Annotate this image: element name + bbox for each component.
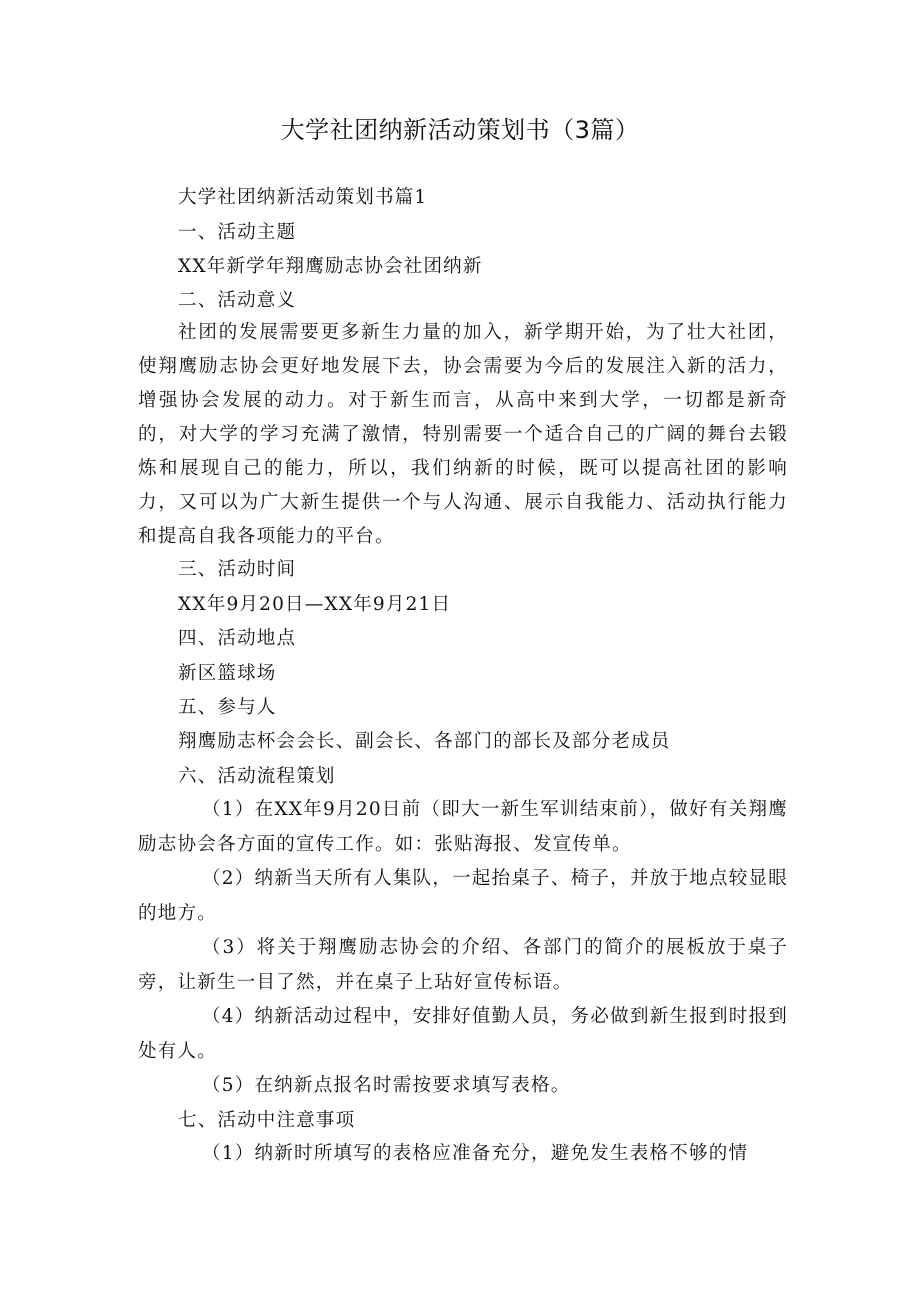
heading-time: 三、活动时间 — [178, 559, 297, 580]
time-text: XX年9月20日—XX年9月21日 — [178, 594, 452, 615]
process-step: （1）在XX年9月20日前（即大一新生军训结束前），做好有关翔鹰励志协会各方面的宣传工作。如：张贴海报、发宣传单。 — [138, 799, 788, 855]
heading-participants: 五、参与人 — [178, 697, 277, 718]
process-step: （4）纳新活动过程中，安排好值勤人员，务必做到新生报到时报到处有人。 — [138, 1006, 788, 1062]
heading-theme: 一、活动主题 — [178, 222, 297, 243]
place-text: 新区篮球场 — [178, 663, 277, 684]
participants-text: 翔鹰励志杯会会长、副会长、各部门的部长及部分老成员 — [178, 731, 671, 752]
theme-text: XX年新学年翔鹰励志协会社团纳新 — [178, 256, 483, 277]
subtitle: 大学社团纳新活动策划书篇1 — [178, 187, 428, 208]
note-item: （1）纳新时所填写的表格应准备充分，避免发生表格不够的情 — [202, 1143, 749, 1164]
heading-place: 四、活动地点 — [178, 628, 297, 649]
process-step: （2）纳新当天所有人集队，一起抬桌子、椅子，并放于地点较显眼的地方。 — [138, 868, 788, 924]
document-title: 大学社团纳新活动策划书（3篇） — [280, 116, 640, 144]
process-step: （5）在纳新点报名时需按要求填写表格。 — [202, 1075, 571, 1096]
process-step: （3）将关于翔鹰励志协会的介绍、各部门的简介的展板放于桌子旁，让新生一目了然，并在桌子上玷好宣传标语。 — [138, 937, 788, 993]
heading-notes: 七、活动中注意事项 — [178, 1110, 356, 1131]
heading-meaning: 二、活动意义 — [178, 290, 297, 311]
meaning-paragraph: 社团的发展需要更多新生力量的加入，新学期开始，为了壮大社团，使翔鹰励志协会更好地发展下去，协会需要为今后的发展注入新的活力，增强协会发展的动力。对于新生而言，从高中来到大学，一切都是新奇的，对大学的学习充满了激情，特别需要一个适合自己的广阔的舞台去锻炼和展现自己的能力，所以，我们纳新的时候，既可以提高社团的影响力，又可以为广大新生提供一个与人沟通、展示自我能力、活动执行能力和提高自我各项能力的平台。 — [138, 322, 788, 547]
heading-process: 六、活动流程策划 — [178, 766, 336, 787]
